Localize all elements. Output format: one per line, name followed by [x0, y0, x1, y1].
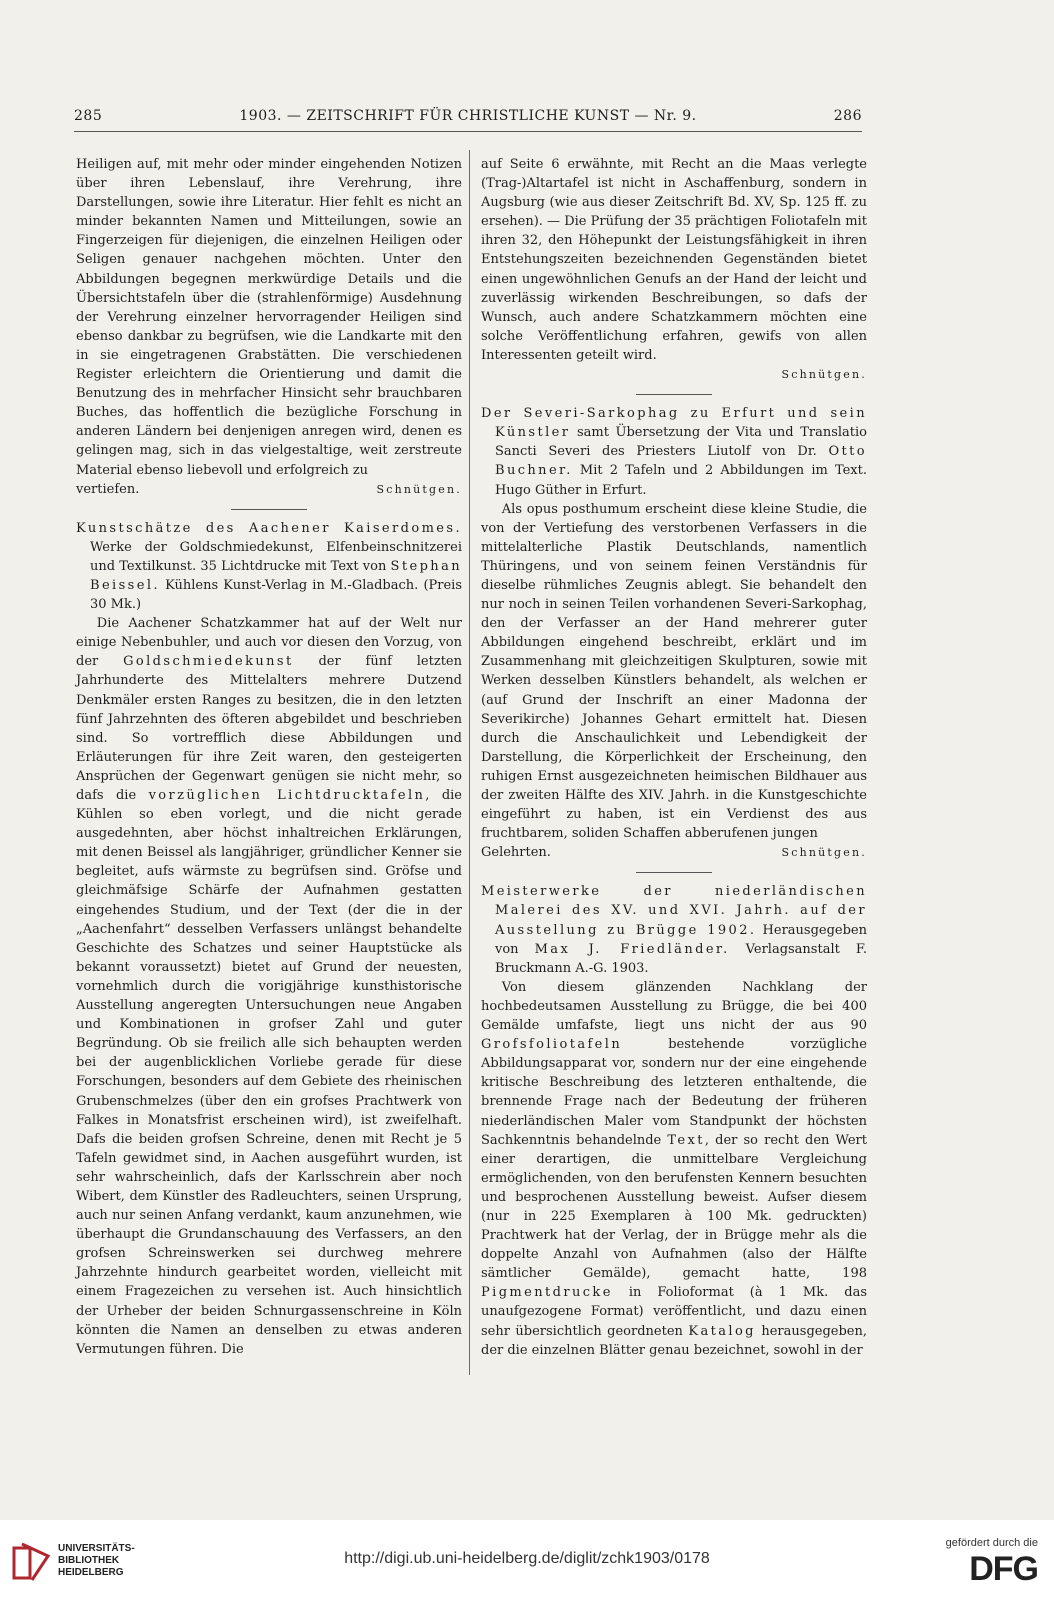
review-heading-meisterwerke — [481, 882, 867, 977]
library-name-line: BIBLIOTHEK — [58, 1555, 120, 1566]
header-rule — [74, 131, 862, 132]
signature: Schnütgen. — [781, 846, 867, 860]
review-heading-aachen — [76, 519, 462, 614]
review-author: Max J. Friedländer. — [534, 941, 730, 957]
right-column — [481, 155, 867, 1360]
funding-caption: gefördert durch die — [945, 1537, 1038, 1549]
text-run: , die Kühlen so eben vorlegt, und die nicht gerade ausgedehnten, aber höchst inhaltreichen Erklärungen, mit denen Beissel als langjähriger, gründlicher Kenner sie begleitet, aufs wärmste zu begrüfsen sind. Gröfse und gleichmäfsige Schärfe der Aufnahmen gestatten eingehendes Studium, und der Text (der die in der „Aachenfahrt“ desselben Verfassers unlängst behandelte Geschichte des Schatzes und seiner Hauptstücke als bekannt voraussetzt) bietet auf Grund der neuesten, vornehmlich durch die vorigjährige kunsthistorische Ausstellung angeregten Untersuchungen neue Angaben und Kombinationen in grofser Zahl und guter Begründung. Ob sie freilich alle sich behaupten werden bei der augenblicklichen Vorliebe gerade für diese Forschungen, besonders auf dem Gebiete des rheinischen Grubenschmelzes (über den ein grofses Prachtwerk von Falkes in Monatsfrist erscheinen wird), ist zweifelhaft. Dafs die beiden grofsen Schreine, denen mit Recht je 5 Tafeln gewidmet sind, in Aachen ausgeführt wurden, ist sehr wahrscheinlich, dafs der Karlsschrein aber noch Wibert, dem Künstler des Radleuchters, seinen Ursprung, auch nur seinen Anfang verdankt, kaum anzunehmen, wie überhaupt die Grundanschauung des Verfassers, an den grofsen Schreinswerken sei durchweg mehrere Jahrzehnte hindurch gearbeitet worden, vielleicht mit einem Fragezeichen zu versehen ist. Auch hinsichtlich der Urheber der beiden Schnurgassenschreine in Köln könnten die Namen an denselben zu etwas anderen Vermutungen führen. Die — [76, 788, 462, 1357]
paragraph-continued: auf Seite 6 erwähnte, mit Recht an die Maas verlegte (Trag-)Altartafel ist nicht in Aschaffenburg, sondern in Augsburg (wie aus dieser Zeitschrift Bd. XV, Sp. 125 ff. zu ersehen). — Die Prüfung der 35 prächtigen Foliotafeln mit ihren 32, den Höhepunkt der Leistungsfähigkeit in ihren Entstehungszeiten bezeichnenden Gegenständen bietet einen ungewöhnlichen Genufs an der Hand der leicht und zuverlässig wirkenden Beschreibungen, so dafs der Wunsch, auch andere Schatzkammern möchten eine solche Veröffentlichung erfahren, gewifs von allen Interessenten geteilt wird. — [481, 157, 867, 363]
review-title: Kunstschätze des Aachener Kaiserdomes. — [76, 520, 462, 536]
review-bibliography: Werke der Goldschmiedekunst, Elfenbeinschnitzerei und Textilkunst. 35 Lichtdrucke mit Text von — [90, 539, 462, 574]
review-title-cont: Künstler — [495, 425, 571, 441]
left-column — [76, 155, 462, 1359]
dfg-logo: DFG — [969, 1550, 1038, 1588]
running-header — [74, 104, 862, 128]
section-separator — [636, 394, 712, 395]
journal-title: 1903. — ZEITSCHRIFT FÜR CHRISTLICHE KUNST — Nr. 9. — [239, 108, 697, 124]
permalink-url[interactable]: http://digi.ub.uni-heidelberg.de/diglit/zchk1903/0178 — [344, 1550, 710, 1567]
text-run: der fünf letzten Jahrhunderte des Mittelalters mehrere Dutzend Denkmäler ersten Ranges zu besitzen, die in den letzten fünf Jahrzehnten des öfteren abgebildet und beschrieben sind. So vortrefflich diese Abbildungen und Erläuterungen für ihre Zeit waren, den gesteigerten Ansprüchen der Gegenwart genügen sie nicht mehr, so dafs die — [76, 654, 462, 803]
review-body-severi: Als opus posthumum erscheint diese kleine Studie, die von der Vertiefung des verstorbenen Verfassers in die mittelalterliche Plastik Deutschlands, namentlich Thüringens, und von seinem feinen Verständnis für dieselbe rühmliches Zeugnis ablegt. Sie behandelt den nur noch in seinen Teilen vorhandenen Severi-Sarkophag, den der Verfasser an der Hand mehrerer guter Abbildungen eingehend beschreibt, erklärt und im Zusammenhang mit gleichzeitigen Skulpturen, sowie mit Werken desselben Künstlers behandelt, als welchen er (auf Grund der Inschrift an einer Madonna der Severikirche) Johannes Gehart ermittelt hat. Diesen durch die Anschaulichkeit und Lebendigkeit der Darstellung, die Körperlichkeit der Erscheinung, den ruhigen Ernst ausgezeichneten heimischen Bildhauer aus der zweiten Hälfte des XIV. Jahrh. in die Kunstgeschichte eingeführt zu haben, ist ein Verdienst des aus fruchtbarem, soliden Schaffen abberufenen jungen — [481, 501, 867, 842]
text-run: herausgegeben, der die einzelnen Blätter genau bezeichnet, sowohl in der — [481, 1323, 867, 1358]
library-name-line: UNIVERSITÄTS- — [58, 1543, 135, 1554]
text-run: Von diesem glänzenden Nachklang der hochbedeutsamen Ausstellung zu Brügge, die bei 400 Gemälde umfafste, liegt uns nicht der aus 90 — [481, 979, 867, 1034]
viewer-footer — [0, 1520, 1054, 1600]
review-title: Der Severi-Sarkophag zu Erfurt und sein — [481, 406, 867, 422]
review-author: Otto Buchner. — [495, 444, 867, 479]
page-number-left: 285 — [74, 108, 103, 124]
emphasis-text: Grofsfoliotafeln — [481, 1037, 623, 1053]
text-run: , der so recht den Wert einer derartigen, die unmittelbare Vergleichung ermöglichenden, von den berufensten Kennern besuchten und besprochenen Ausstellung beweist. Aufser diesem (nur in 225 Exemplaren à 100 Mk. gedruckten) Prachtwerk hat der Verlag, der in Brügge mehr als die doppelte Anzahl von Aufnahmen (also der Hälfte sämtlicher Gemälde), gemacht hatte, 198 — [481, 1132, 867, 1282]
paragraph-continued: Heiligen auf, mit mehr oder minder eingehenden Notizen über ihren Lebenslauf, ihre Verehrung, ihre Darstellungen, sowie ihre Literatur. Hier fehlt es nicht an minder bekannten Namen und Mitteilungen, sowie an Fingerzeigen für diejenigen, die einzelnen Heiligen oder Seligen genauer nachgehen möchten. Unter den Abbildungen begegnen merkwürdige Details und die Übersichtstafeln über die (strahlenförmige) Ausdehnung der Verehrung einzelner hervorragender Heiligen sind ebenso dankbar zu begrüfsen, wie die Landkarte mit den in sie eingetragenen Grabstätten. Die verschiedenen Register erleichtern die Orientierung und damit die Benutzung des in mehrfacher Hinsicht sehr brauchbaren Buches, das hoffentlich die bezügliche Forschung in anderen Ländern bei denjenigen anregen wird, denen es gelingen mag, sich in das vielgestaltige, weit zerstreute Material ebenso liebevoll und erfolgreich zu — [76, 157, 462, 478]
review-publisher: Kühlens Kunst-Verlag in M.-Gladbach. (Preis 30 Mk.) — [90, 577, 462, 613]
text-run: bestehende vorzügliche Abbildungsapparat vor, sondern nur der eine eingehende kritische Beschreibung des letzteren enthaltende, die brennende Frage nach der Bedeutung der früheren niederländischen Maler vom Standpunkt der höchsten Sachkenntnis behandelnde — [481, 1037, 867, 1148]
paragraph-last-word: vertiefen. — [76, 481, 140, 497]
signature-line — [481, 843, 867, 862]
paragraph-last-word: Gelehrten. — [481, 845, 551, 861]
text-run: Die Aachener Schatzkammer hat auf der Welt nur einige Nebenbuhler, und auch vor diesen den Vorzug, von der — [76, 616, 462, 670]
emphasis-text: Katalog — [688, 1323, 756, 1339]
review-title: Meisterwerke der niederländischen Malerei des XV. und XVI. Jahrh. auf der Ausstellung zu Brügge 1902. — [481, 884, 867, 938]
review-bibliography: Herausgegeben von — [495, 922, 867, 957]
signature-text: Schnütgen. — [781, 368, 867, 382]
review-heading-severi — [481, 404, 867, 499]
emphasis-text: Goldschmiedekunst — [123, 654, 294, 670]
text-run: in Folioformat (à 1 Mk. das unaufgezogene Format) veröffentlicht, und dazu einen sehr übersichtlich geordneten — [481, 1285, 867, 1339]
review-body-aachen — [76, 614, 462, 1359]
review-publisher: Verlagsanstalt F. Bruckmann A.-G. 1903. — [495, 941, 868, 976]
review-body-meisterwerke — [481, 978, 867, 1360]
review-author: Stephan Beissel. — [90, 558, 462, 593]
emphasis-text: Text — [667, 1132, 705, 1148]
emphasis-text: Pigmentdrucke — [481, 1285, 613, 1301]
review-publisher: Mit 2 Tafeln und 2 Abbildungen im Text. Hugo Güther in Erfurt. — [495, 463, 867, 498]
library-name-line: HEIDELBERG — [58, 1567, 124, 1578]
review-bibliography: samt Übersetzung der Vita und Translatio Sancti Severi des Priesters Liutolf von Dr. — [495, 425, 867, 460]
column-divider — [469, 150, 470, 1375]
signature: Schnütgen. — [376, 482, 462, 496]
signature — [481, 365, 867, 384]
signature-line — [76, 480, 462, 499]
emphasis-text: vorzüglichen Lichtdrucktafeln — [148, 788, 426, 803]
page-number-right: 286 — [833, 108, 862, 124]
section-separator — [231, 509, 307, 510]
section-separator — [636, 872, 712, 873]
